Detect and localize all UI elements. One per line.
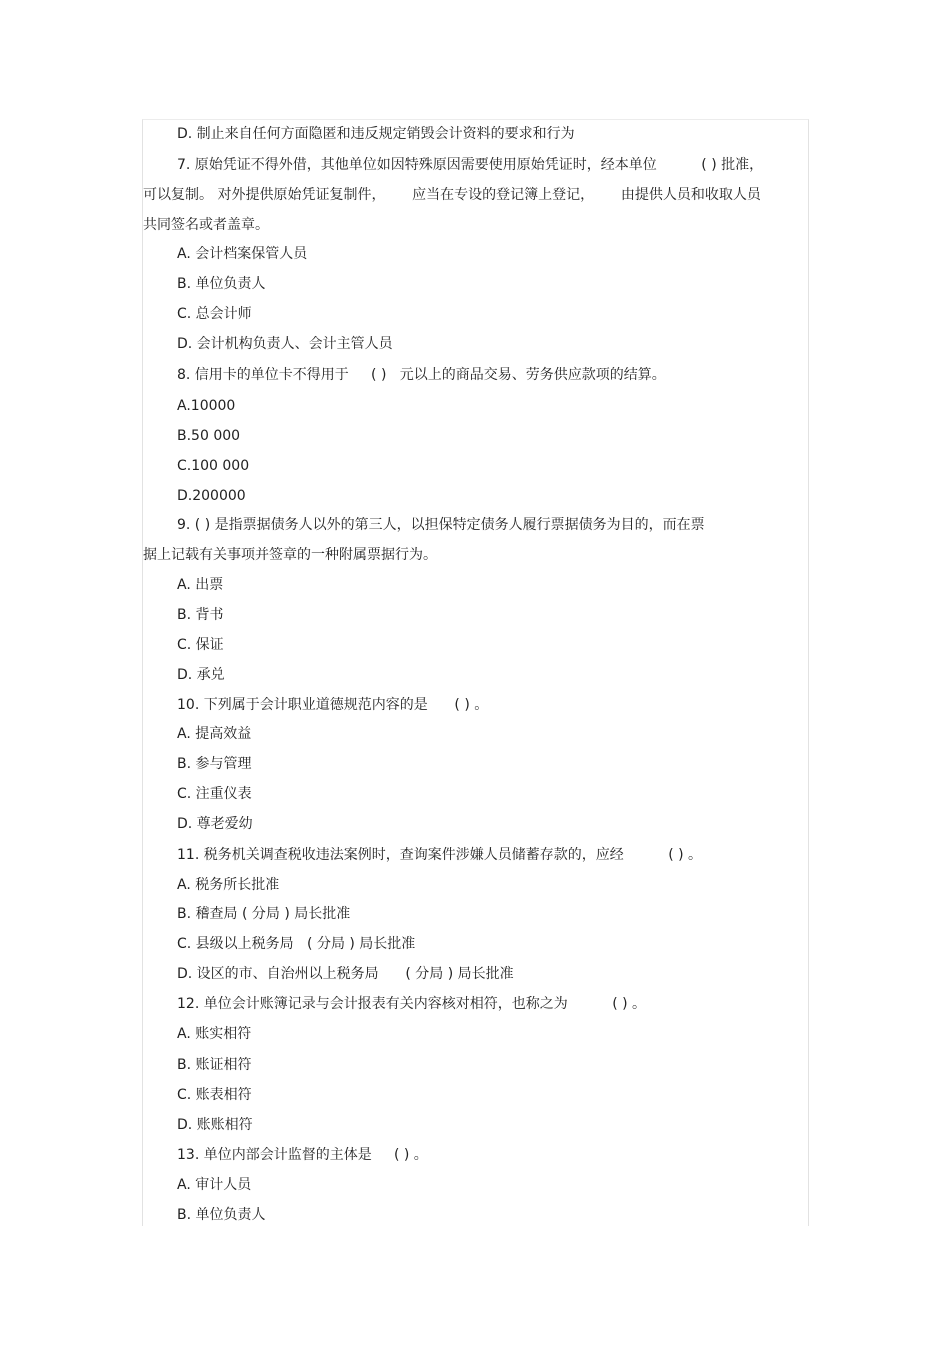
option-text: C. 总会计师	[177, 306, 252, 322]
question-text: 12. 单位会计账簿记录与会计报表有关内容核对相符，也称之为 ( ) 。	[177, 996, 647, 1012]
option-text: C. 账表相符	[177, 1087, 252, 1103]
question-text: 11. 税务机关调查税收违法案例时，查询案件涉嫌人员储蓄存款的，应经 ( ) 。	[177, 847, 703, 863]
option-text: D. 设区的市、自治州以上税务局 ( 分局 ) 局长批准	[177, 966, 514, 982]
option-text: B. 参与管理	[177, 756, 252, 772]
option-text: A. 会计档案保管人员	[177, 246, 308, 262]
option-text: D. 会计机构负责人、会计主管人员	[177, 336, 393, 352]
option-text: B. 背书	[177, 607, 224, 623]
option-text: A. 审计人员	[177, 1177, 252, 1193]
option-text: A. 账实相符	[177, 1026, 252, 1042]
option-text: A. 出票	[177, 577, 224, 593]
option-text: B. 账证相符	[177, 1057, 252, 1073]
option-text: D. 账账相符	[177, 1117, 253, 1133]
option-text: D. 承兑	[177, 667, 225, 683]
question-text-continued: 共同签名或者盖章。	[143, 217, 269, 233]
option-text: C. 保证	[177, 637, 224, 653]
option-text: C. 注重仪表	[177, 786, 252, 802]
option-text: A. 税务所长批准	[177, 877, 280, 893]
option-text: B. 单位负责人	[177, 1207, 266, 1223]
question-text: 10. 下列属于会计职业道德规范内容的是 ( ) 。	[177, 697, 489, 713]
option-text: B.50 000	[177, 428, 241, 444]
option-text: A. 提高效益	[177, 726, 252, 742]
question-text-continued: 可以复制。 对外提供原始凭证复制件， 应当在专设的登记簿上登记， 由提供人员和收取人员	[143, 187, 761, 203]
option-text: A.10000	[177, 398, 236, 414]
question-text: 13. 单位内部会计监督的主体是 ( ) 。	[177, 1147, 428, 1163]
option-text: D.200000	[177, 488, 246, 504]
option-text: C.100 000	[177, 458, 250, 474]
option-text: B. 单位负责人	[177, 276, 266, 292]
option-text: C. 县级以上税务局 ( 分局 ) 局长批准	[177, 936, 416, 952]
option-text: B. 稽查局 ( 分局 ) 局长批准	[177, 906, 351, 922]
question-text-continued: 据上记载有关事项并签章的一种附属票据行为。	[143, 547, 437, 563]
question-text: 8. 信用卡的单位卡不得用于 ( ) 元以上的商品交易、劳务供应款项的结算。	[177, 367, 666, 383]
question-text: 9. ( ) 是指票据债务人以外的第三人，以担保特定债务人履行票据债务为目的，而在票	[177, 517, 705, 533]
option-text: D. 制止来自任何方面隐匿和违反规定销毁会计资料的要求和行为	[177, 126, 575, 142]
option-text: D. 尊老爱幼	[177, 816, 253, 832]
question-text: 7. 原始凭证不得外借，其他单位如因特殊原因需要使用原始凭证时，经本单位 ( ) 批准，	[177, 157, 764, 173]
